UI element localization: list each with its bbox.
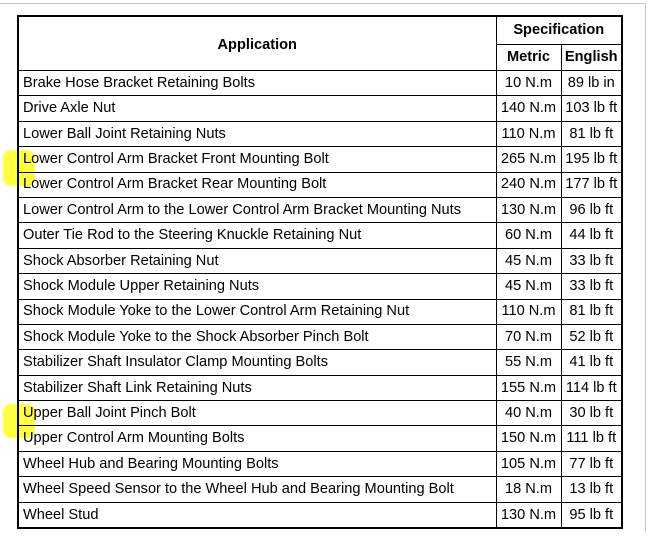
metric-cell: 155 N.m — [496, 375, 561, 400]
metric-cell: 130 N.m — [496, 197, 561, 222]
english-cell: 81 lb ft — [561, 121, 622, 146]
table-row — [18, 147, 622, 172]
torque-specification-table — [17, 15, 623, 529]
english-cell: 41 lb ft — [561, 350, 622, 375]
metric-cell: 45 N.m — [496, 248, 561, 273]
table-row — [18, 401, 622, 426]
english-cell: 44 lb ft — [561, 223, 622, 248]
metric-cell: 18 N.m — [496, 477, 561, 502]
application-cell: Shock Module Upper Retaining Nuts — [18, 274, 496, 299]
metric-cell: 40 N.m — [496, 401, 561, 426]
english-cell: 195 lb ft — [561, 147, 622, 172]
metric-cell: 240 N.m — [496, 172, 561, 197]
application-cell: Stabilizer Shaft Link Retaining Nuts — [18, 375, 496, 400]
english-cell: 114 lb ft — [561, 375, 622, 400]
english-cell: 103 lb ft — [561, 96, 622, 121]
table-row — [18, 299, 622, 324]
table-row — [18, 426, 622, 451]
english-cell: 33 lb ft — [561, 248, 622, 273]
table-row — [18, 223, 622, 248]
application-cell: Lower Control Arm to the Lower Control Arm Bracket Mounting Nuts — [18, 197, 496, 222]
specification-header: Specification — [496, 16, 622, 44]
english-cell: 96 lb ft — [561, 197, 622, 222]
metric-cell: 105 N.m — [496, 451, 561, 476]
application-header: Application — [18, 16, 496, 71]
english-cell: 89 lb in — [561, 71, 622, 96]
english-cell: 177 lb ft — [561, 172, 622, 197]
english-cell: 111 lb ft — [561, 426, 622, 451]
application-cell: Upper Control Arm Mounting Bolts — [18, 426, 496, 451]
metric-cell: 110 N.m — [496, 121, 561, 146]
application-cell: Shock Module Yoke to the Lower Control Arm Retaining Nut — [18, 299, 496, 324]
table-row — [18, 350, 622, 375]
page-right-rule — [645, 3, 646, 531]
english-cell: 95 lb ft — [561, 502, 622, 528]
table-row — [18, 451, 622, 476]
application-cell: Drive Axle Nut — [18, 96, 496, 121]
metric-cell: 110 N.m — [496, 299, 561, 324]
table-row — [18, 121, 622, 146]
application-cell: Lower Ball Joint Retaining Nuts — [18, 121, 496, 146]
metric-cell: 70 N.m — [496, 324, 561, 349]
application-cell: Upper Ball Joint Pinch Bolt — [18, 401, 496, 426]
metric-cell: 45 N.m — [496, 274, 561, 299]
english-cell: 52 lb ft — [561, 324, 622, 349]
metric-header: Metric — [496, 44, 561, 70]
table-row — [18, 96, 622, 121]
application-cell: Stabilizer Shaft Insulator Clamp Mounting Bolts — [18, 350, 496, 375]
metric-cell: 130 N.m — [496, 502, 561, 528]
english-cell: 77 lb ft — [561, 451, 622, 476]
application-cell: Lower Control Arm Bracket Front Mounting Bolt — [18, 147, 496, 172]
table-row — [18, 274, 622, 299]
page-top-rule — [0, 3, 646, 4]
english-cell: 30 lb ft — [561, 401, 622, 426]
metric-cell: 55 N.m — [496, 350, 561, 375]
table-row — [18, 324, 622, 349]
table-row — [18, 375, 622, 400]
table-row — [18, 71, 622, 96]
table-row — [18, 502, 622, 528]
metric-cell: 150 N.m — [496, 426, 561, 451]
application-cell: Wheel Stud — [18, 502, 496, 528]
metric-cell: 265 N.m — [496, 147, 561, 172]
table-row — [18, 477, 622, 502]
table-row — [18, 197, 622, 222]
english-cell: 81 lb ft — [561, 299, 622, 324]
metric-cell: 10 N.m — [496, 71, 561, 96]
metric-cell: 60 N.m — [496, 223, 561, 248]
english-cell: 13 lb ft — [561, 477, 622, 502]
metric-cell: 140 N.m — [496, 96, 561, 121]
application-cell: Lower Control Arm Bracket Rear Mounting Bolt — [18, 172, 496, 197]
application-cell: Brake Hose Bracket Retaining Bolts — [18, 71, 496, 96]
english-cell: 33 lb ft — [561, 274, 622, 299]
application-cell: Wheel Speed Sensor to the Wheel Hub and Bearing Mounting Bolt — [18, 477, 496, 502]
table-row — [18, 248, 622, 273]
application-cell: Wheel Hub and Bearing Mounting Bolts — [18, 451, 496, 476]
application-cell: Outer Tie Rod to the Steering Knuckle Retaining Nut — [18, 223, 496, 248]
application-cell: Shock Module Yoke to the Shock Absorber Pinch Bolt — [18, 324, 496, 349]
application-cell: Shock Absorber Retaining Nut — [18, 248, 496, 273]
table-row — [18, 172, 622, 197]
english-header: English — [561, 44, 622, 70]
